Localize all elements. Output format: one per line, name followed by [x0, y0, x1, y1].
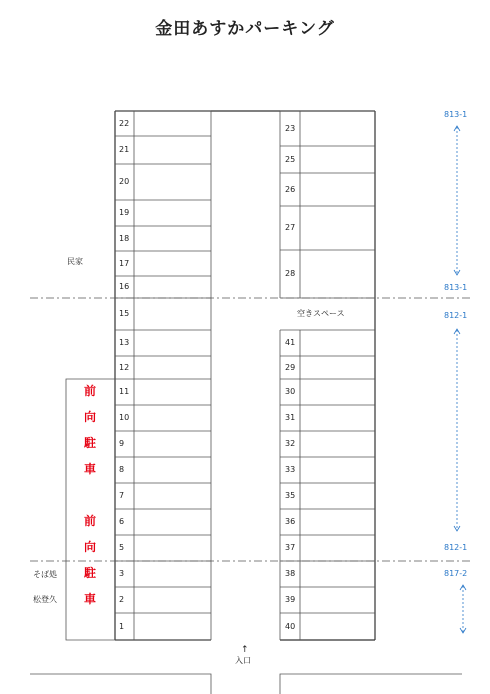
stall-number-right-bottom: 36	[285, 517, 296, 526]
lot-dimension-arrows	[454, 126, 466, 633]
stall-number-right-bottom: 41	[285, 338, 296, 347]
stall-number-left: 6	[119, 517, 125, 526]
stall-number-left: 9	[119, 439, 125, 448]
road-edges	[30, 674, 462, 694]
front-parking-char: 車	[84, 592, 97, 606]
stall-number-right-bottom: 33	[285, 465, 296, 474]
neighbor-house-label: 民家	[67, 257, 83, 266]
shop-name-label: 松登久	[33, 595, 57, 604]
stall-number-left: 2	[119, 595, 125, 604]
stall-number-left: 8	[119, 465, 125, 474]
stall-number-right-bottom: 31	[285, 413, 296, 422]
front-parking-char: 車	[84, 462, 97, 476]
stall-number-left: 12	[119, 362, 130, 372]
stall-number-right-top: 23	[285, 123, 296, 133]
stall-number-right-bottom: 38	[285, 569, 296, 578]
stall-number-left: 5	[119, 543, 125, 552]
stall-number-left: 18	[119, 233, 130, 243]
stall-number-left: 13	[119, 338, 130, 347]
entrance-label: 入口	[235, 656, 251, 665]
stall-number-right-top: 25	[285, 154, 296, 164]
stall-number-left: 16	[119, 282, 130, 291]
stall-number-left: 7	[119, 491, 125, 500]
stall-number-left: 1	[119, 621, 125, 631]
entrance-arrow: ↑	[241, 645, 249, 655]
empty-space-label: 空きスペース	[297, 309, 345, 318]
stall-number-right-bottom: 40	[285, 621, 296, 631]
lot-dimension-lines	[457, 127, 463, 632]
soba-shop-label: そば処	[33, 570, 57, 579]
stall-number-left: 10	[119, 413, 130, 422]
page-title: 金田あすかパーキング	[155, 19, 335, 39]
lot-marker: 813-1	[444, 110, 468, 119]
lot-marker: 813-1	[444, 283, 468, 292]
front-parking-char: 前	[84, 384, 97, 398]
front-parking-char: 駐	[84, 436, 97, 450]
stall-number-left: 3	[119, 569, 125, 578]
stall-number-left: 11	[119, 387, 130, 396]
front-parking-char: 向	[84, 540, 97, 554]
front-parking-char: 向	[84, 410, 97, 424]
stall-number-left: 21	[119, 145, 130, 154]
stall-number-right-top: 26	[285, 184, 296, 194]
lot-marker: 812-1	[444, 543, 468, 552]
stall-number-right-bottom: 39	[285, 595, 296, 604]
stall-number-left: 17	[119, 258, 130, 268]
stall-number-right-bottom: 37	[285, 543, 296, 552]
stall-number-right-bottom: 35	[285, 491, 296, 500]
lot-marker: 817-2	[444, 569, 468, 578]
lot-marker: 812-1	[444, 311, 468, 320]
stall-number-left: 22	[119, 118, 130, 128]
stall-number-right-bottom: 30	[285, 387, 296, 396]
stall-number-left: 15	[119, 309, 130, 318]
stall-number-right-bottom: 32	[285, 439, 296, 448]
front-parking-char: 駐	[84, 566, 97, 580]
stall-number-left: 19	[119, 208, 130, 217]
stall-number-right-bottom: 29	[285, 362, 296, 372]
stall-number-right-top: 28	[285, 269, 296, 278]
stall-number-right-top: 27	[285, 223, 296, 232]
stall-number-left: 20	[119, 177, 130, 186]
front-parking-char: 前	[84, 514, 97, 528]
